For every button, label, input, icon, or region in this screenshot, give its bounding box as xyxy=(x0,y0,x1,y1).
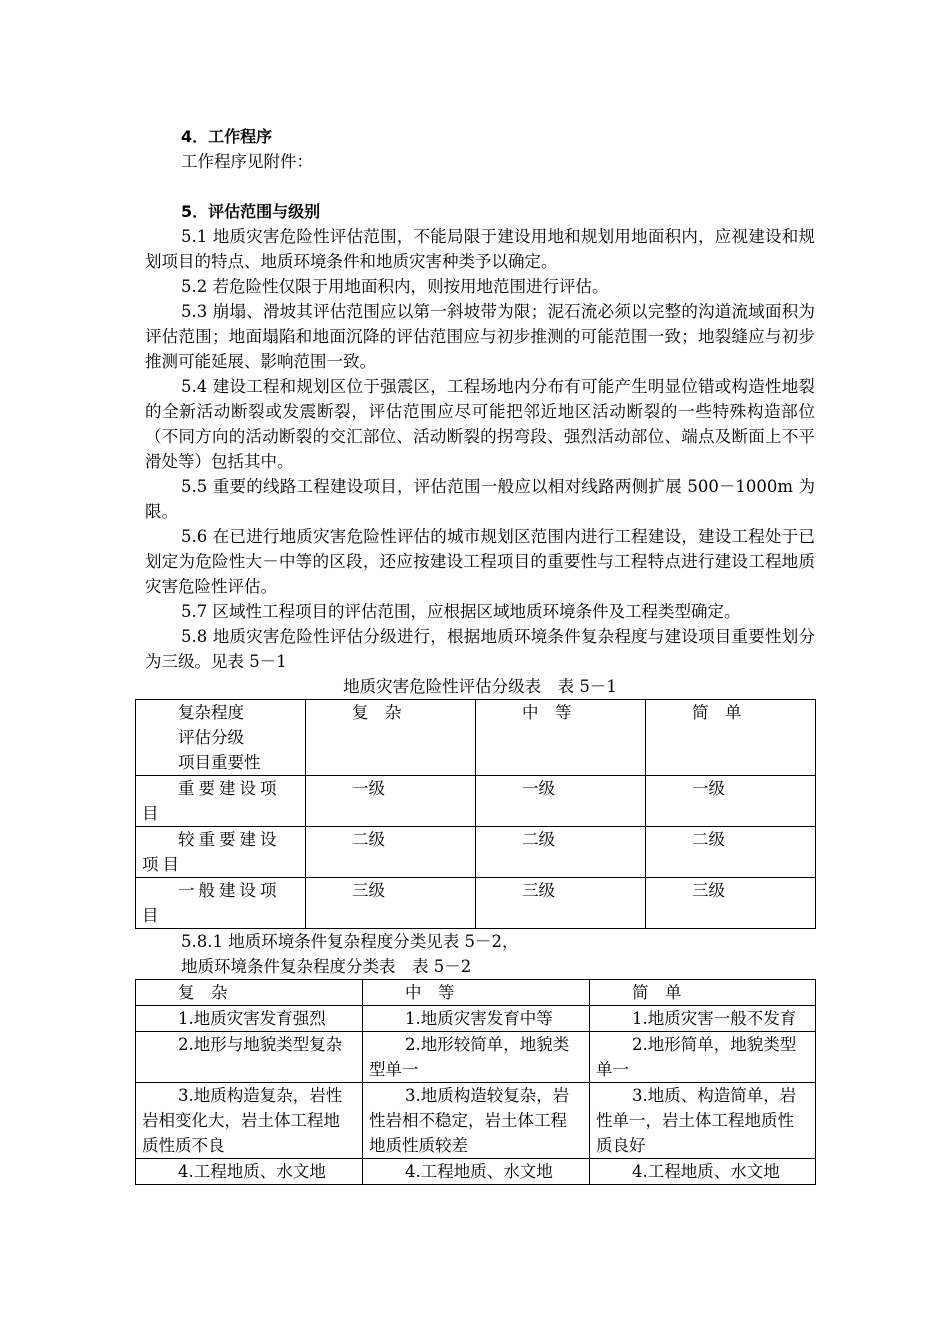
para-5-6: 5.6 在已进行地质灾害危险性评估的城市规划区范围内进行工程建设，建设工程处于已划定为危险性大－中等的区段，还应按建设工程项目的重要性与工程特点进行建设工程地质灾害危险性评估。 xyxy=(145,527,815,596)
table-1-corner-header xyxy=(136,700,306,776)
table-row xyxy=(136,1032,816,1083)
table-cell: 4.工程地质、水文地 xyxy=(363,1159,590,1185)
table-cell: 二级 xyxy=(646,827,816,878)
table-cell: 1.地质灾害发育中等 xyxy=(363,1006,590,1032)
table-2-caption: 地质环境条件复杂程度分类表 表 5－2 xyxy=(181,957,472,976)
table-cell: 三级 xyxy=(476,878,646,929)
corner-line: 复杂程度 xyxy=(178,703,244,722)
para-5-4: 5.4 建设工程和规划区位于强震区，工程场地内分布有可能产生明显位错或构造性地裂的全新活动断裂或发震断裂，评估范围应尽可能把邻近地区活动断裂的一些特殊构造部位（不同方向的活动断裂的交汇部位、活动断裂的拐弯段、强烈活动部位、端点及断面上不平滑处等）包括其中。 xyxy=(145,377,815,471)
table-cell: 2.地形简单，地貌类型单一 xyxy=(590,1032,816,1083)
para-5-7: 5.7 区域性工程项目的评估范围，应根据区域地质环境条件及工程类型确定。 xyxy=(181,602,741,621)
para-5-8: 5.8 地质灾害危险性评估分级进行，根据地质环境条件复杂程度与建设项目重要性划分为三级。见表 5－1 xyxy=(145,627,815,671)
table-cell: 4.工程地质、水文地 xyxy=(590,1159,816,1185)
table-cell: 3.地质、构造简单，岩性单一，岩土体工程地质性质良好 xyxy=(590,1083,816,1159)
para-5-3: 5.3 崩塌、滑坡其评估范围应以第一斜坡带为限；泥石流必须以完整的沟道流域面积为评估范围；地面塌陷和地面沉降的评估范围应与初步推测的可能范围一致；地裂缝应与初步推测可能延展、影响范围一致。 xyxy=(145,302,815,371)
table-cell: 1.地质灾害一般不发育 xyxy=(590,1006,816,1032)
table-row xyxy=(136,1083,816,1159)
table-1-row-label: 较重要建设项目 xyxy=(136,827,306,878)
table-1-col-header: 复 杂 xyxy=(306,700,476,776)
corner-line: 评估分级 xyxy=(178,728,244,747)
table-row xyxy=(136,1159,816,1185)
table-cell: 3.地质构造较复杂，岩性岩相不稳定，岩土体工程地质性质较差 xyxy=(363,1083,590,1159)
table-cell: 2.地形与地貌类型复杂 xyxy=(136,1032,363,1083)
table-1 xyxy=(135,699,816,929)
table-2-col-header: 简 单 xyxy=(590,980,816,1006)
table-row xyxy=(136,700,816,776)
table-1-col-header: 简 单 xyxy=(646,700,816,776)
table-cell: 2.地形较简单，地貌类型单一 xyxy=(363,1032,590,1083)
table-1-row-label: 一般建设项目 xyxy=(136,878,306,929)
table-2-col-header: 复 杂 xyxy=(136,980,363,1006)
table-2-col-header: 中 等 xyxy=(363,980,590,1006)
para-5-8-1: 5.8.1 地质环境条件复杂程度分类见表 5－2， xyxy=(181,932,519,951)
para-5-1: 5.1 地质灾害危险性评估范围，不能局限于建设用地和规划用地面积内，应视建设和规划项目的特点、地质环境条件和地质灾害种类予以确定。 xyxy=(145,227,815,271)
document-page xyxy=(142,124,815,1185)
table-row xyxy=(136,878,816,929)
section-4-text: 工作程序见附件： xyxy=(181,152,313,171)
table-1-col-header: 中 等 xyxy=(476,700,646,776)
table-row xyxy=(136,776,816,827)
table-1-caption: 地质灾害危险性评估分级表 表 5－1 xyxy=(343,677,617,696)
corner-line: 项目重要性 xyxy=(178,753,261,772)
table-cell: 三级 xyxy=(306,878,476,929)
table-row xyxy=(136,980,816,1006)
table-cell: 二级 xyxy=(476,827,646,878)
para-5-2: 5.2 若危险性仅限于用地面积内，则按用地范围进行评估。 xyxy=(181,277,609,296)
table-row xyxy=(136,827,816,878)
table-2 xyxy=(135,979,816,1185)
section-5-heading: 5．评估范围与级别 xyxy=(181,202,321,221)
table-cell: 三级 xyxy=(646,878,816,929)
table-cell: 4.工程地质、水文地 xyxy=(136,1159,363,1185)
para-5-5: 5.5 重要的线路工程建设项目，评估范围一般应以相对线路两侧扩展 500－1000m 为限。 xyxy=(145,477,815,521)
table-cell: 一级 xyxy=(306,776,476,827)
table-row xyxy=(136,1006,816,1032)
section-4-heading: 4．工作程序 xyxy=(181,127,273,146)
table-cell: 1.地质灾害发育强烈 xyxy=(136,1006,363,1032)
table-cell: 一级 xyxy=(646,776,816,827)
table-cell: 3.地质构造复杂，岩性岩相变化大，岩土体工程地质性质不良 xyxy=(136,1083,363,1159)
table-cell: 一级 xyxy=(476,776,646,827)
table-cell: 二级 xyxy=(306,827,476,878)
table-1-row-label: 重要建设项目 xyxy=(136,776,306,827)
